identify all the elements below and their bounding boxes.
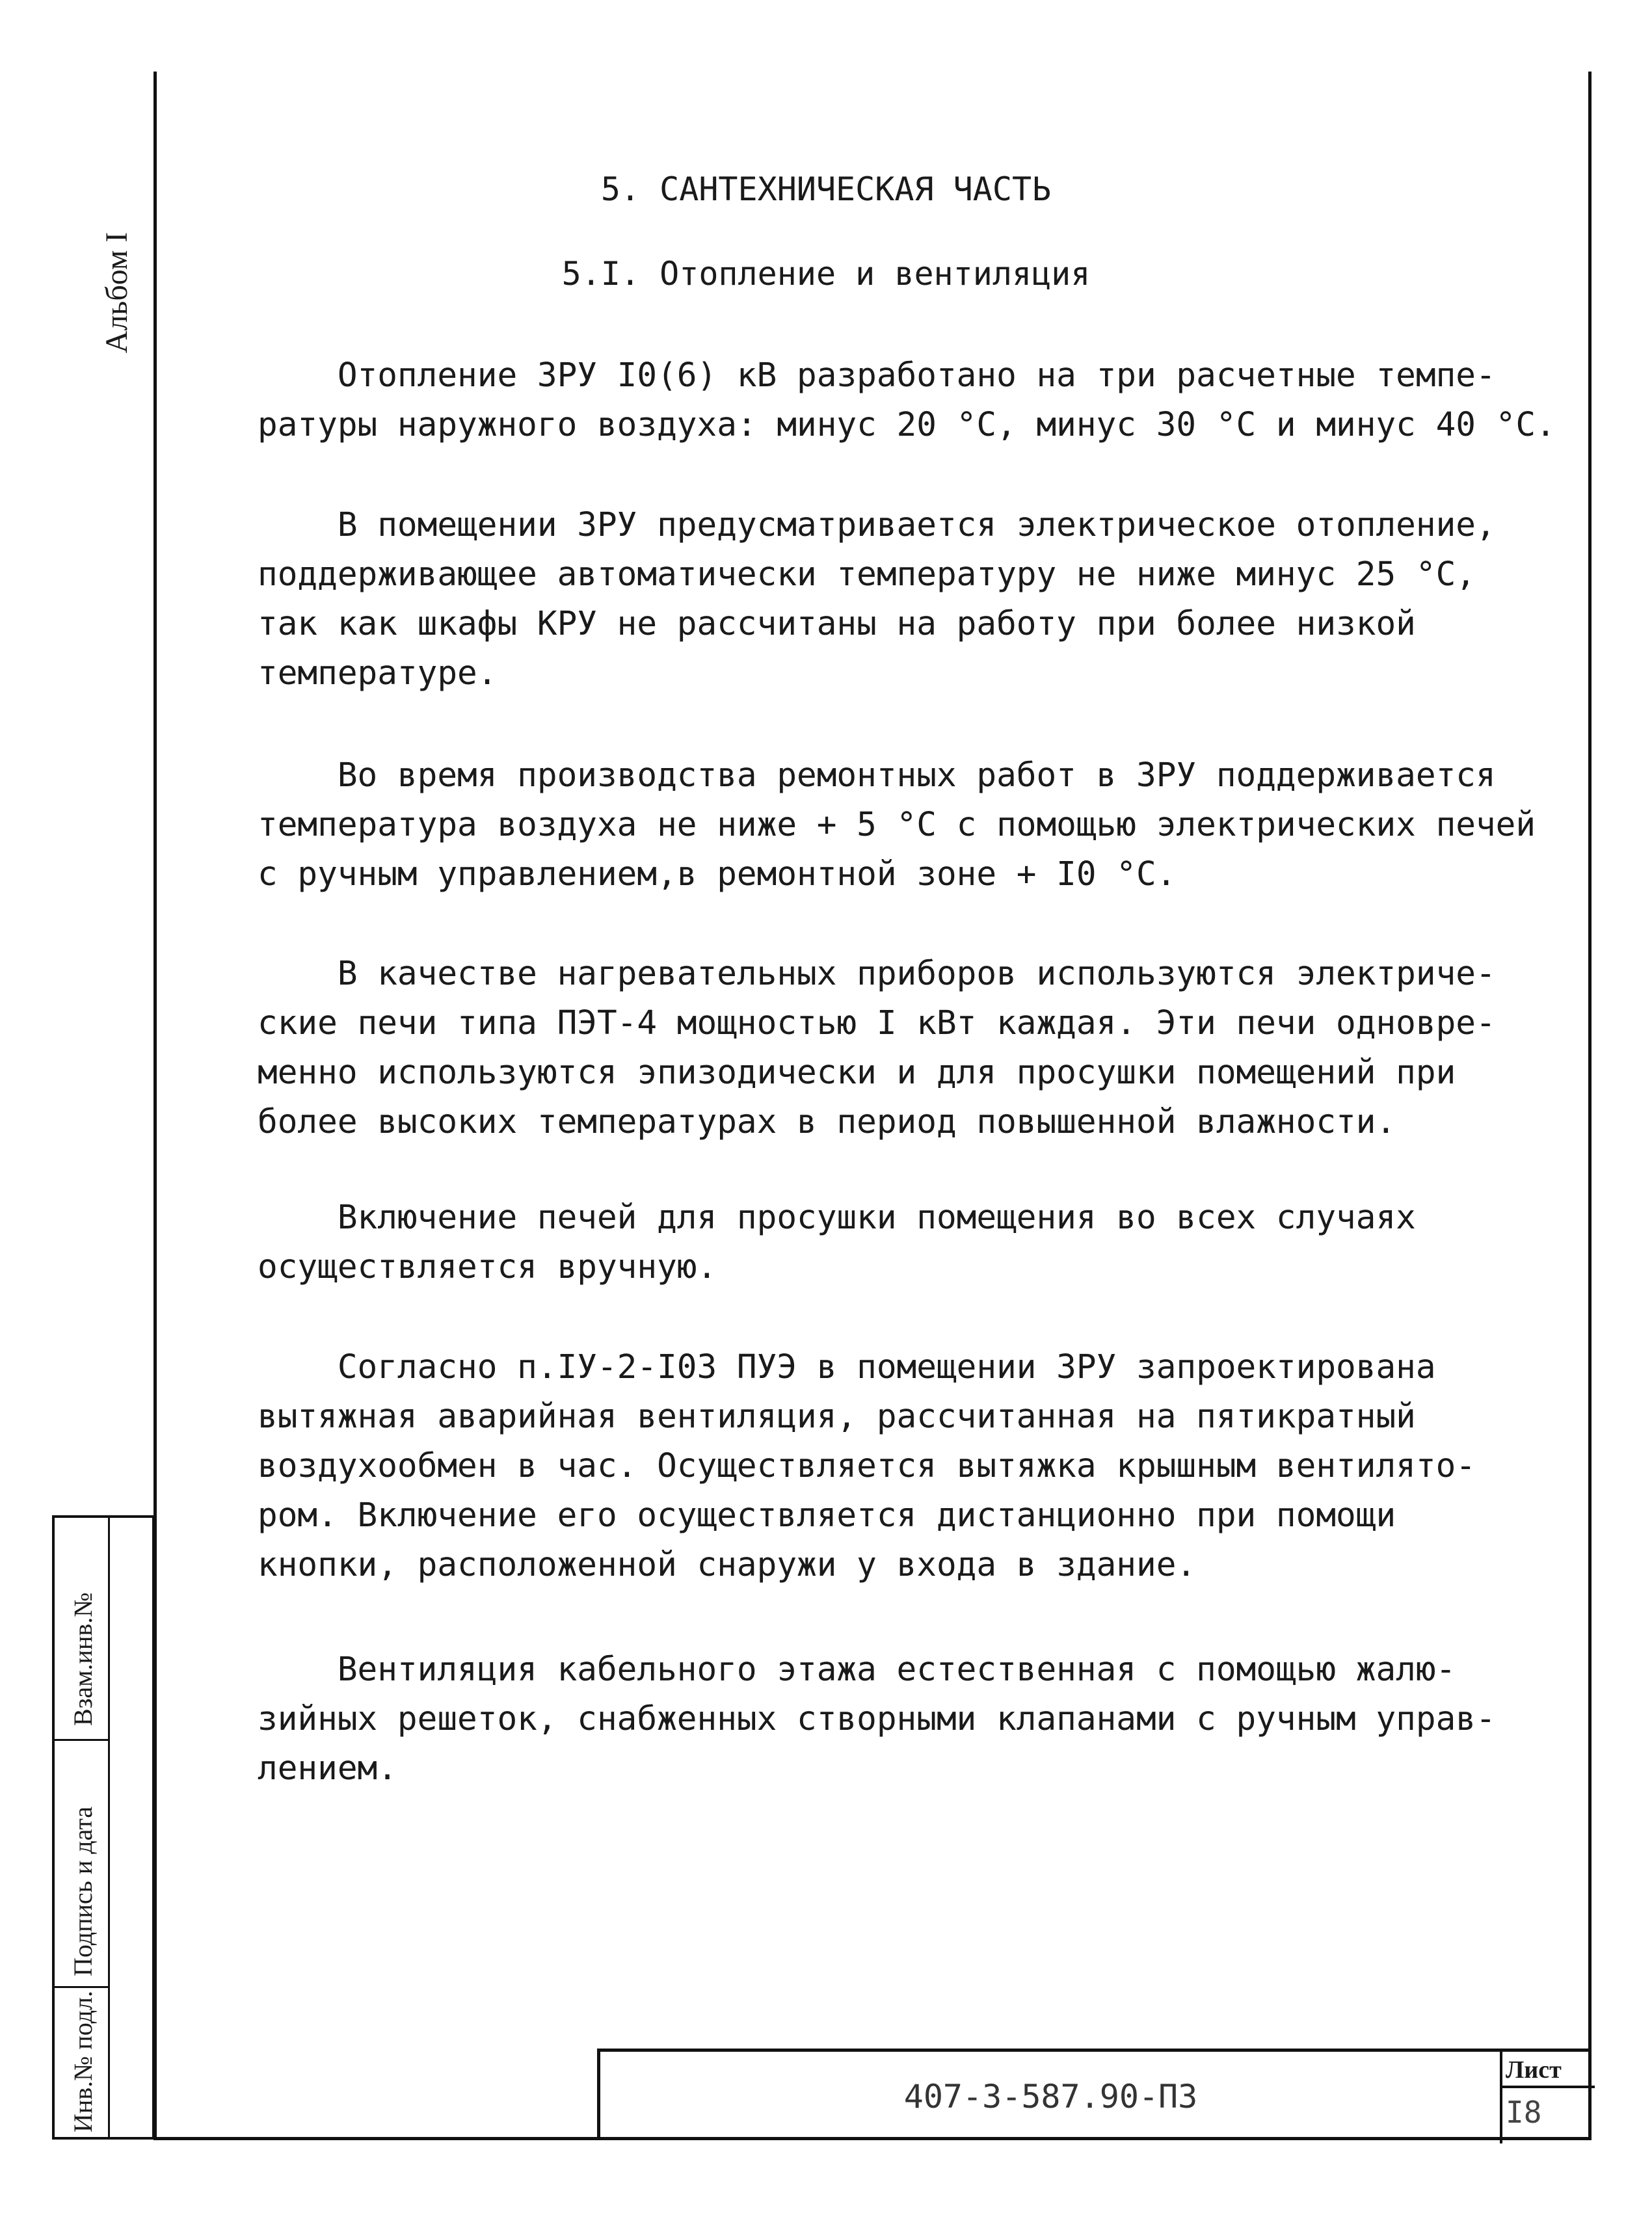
paragraph-line: лением. (258, 1749, 397, 1788)
paragraph-line: Во время производства ремонтных работ в ЗРУ поддерживается (258, 756, 1496, 795)
side-stamp-divider (108, 1518, 110, 2137)
paragraph-line: Включение печей для просушки помещения во всех случаях (258, 1199, 1416, 1237)
title-block-divider (1500, 2052, 1502, 2143)
frame-right-border (1588, 72, 1592, 2140)
title-block (597, 2049, 1592, 2140)
paragraph-line: ром. Включение его осуществляется дистанционно при помощи (258, 1496, 1396, 1535)
paragraph-line: ратуры наружного воздуха: минус 20 °С, минус 30 °С и минус 40 °С. (258, 406, 1556, 444)
side-stamp-field-replacement: Взам.инв.№ (68, 1592, 98, 1726)
paragraph-line: так как шкафы КРУ не рассчитаны на работу при более низкой (258, 605, 1416, 643)
paragraph-line: температуре. (258, 654, 498, 693)
paragraph-line: В качестве нагревательных приборов используются электриче- (258, 955, 1496, 993)
document-code: 407-3-587.90-ПЗ (903, 2078, 1198, 2115)
paragraph-line: поддерживающее автоматически температуру не ниже минус 25 °С, (258, 555, 1476, 594)
paragraph (258, 1193, 1558, 1292)
section-title: 5. САНТЕХНИЧЕСКАЯ ЧАСТЬ (600, 170, 1052, 208)
side-stamp-field-inventory: Инв.№ подл. (68, 1991, 98, 2132)
paragraph (258, 351, 1558, 450)
side-stamp-divider (55, 1986, 108, 1988)
paragraph (258, 751, 1558, 899)
paragraph-line: менно используются эпизодически и для просушки помещений при (258, 1054, 1456, 1092)
paragraph-line: Вентиляция кабельного этажа естественная с помощью жалю- (258, 1651, 1456, 1689)
paragraph-line: Согласно п.IУ-2-I03 ПУЭ в помещении ЗРУ запроектирована (258, 1348, 1436, 1386)
paragraph-line: В помещении ЗРУ предусматривается электрическое отопление, (258, 506, 1496, 544)
paragraph (258, 501, 1558, 698)
sheet-label: Лист (1506, 2056, 1562, 2084)
subsection-title: 5.I. Отопление и вентиляция (561, 255, 1091, 293)
paragraph-line: воздухообмен в час. Осуществляется вытяжка крышным вентилято- (258, 1447, 1476, 1485)
paragraph-line: осуществляется вручную. (258, 1248, 717, 1286)
album-label: Альбом I (100, 232, 134, 354)
paragraph-line: ские печи типа ПЭТ-4 мощностью I кВт каждая. Эти печи одновре- (258, 1004, 1496, 1042)
paragraph-line: зийных решеток, снабженных створными клапанами с ручным управ- (258, 1700, 1496, 1738)
paragraph-line: температура воздуха не ниже + 5 °С с помощью электрических печей (258, 806, 1536, 844)
paragraph-line: Отопление ЗРУ I0(6) кВ разработано на три расчетные темпе- (258, 356, 1496, 395)
paragraph-line: вытяжная аварийная вентиляция, рассчитанная на пятикратный (258, 1398, 1416, 1436)
paragraph (258, 949, 1558, 1147)
paragraph-line: более высоких температурах в период повышенной влажности. (258, 1103, 1396, 1141)
paragraph-line: кнопки, расположенной снаружи у входа в здание. (258, 1546, 1197, 1584)
paragraph-line: с ручным управлением,в ремонтной зоне + I0 °С. (258, 855, 1177, 894)
paragraph (258, 1645, 1558, 1794)
sheet-number: I8 (1506, 2095, 1542, 2130)
paragraph (258, 1343, 1558, 1590)
side-stamp-field-signature: Подпись и дата (68, 1806, 98, 1976)
title-block-divider (1500, 2086, 1595, 2088)
side-stamp-divider (55, 1739, 108, 1741)
side-stamp (52, 1515, 155, 2140)
